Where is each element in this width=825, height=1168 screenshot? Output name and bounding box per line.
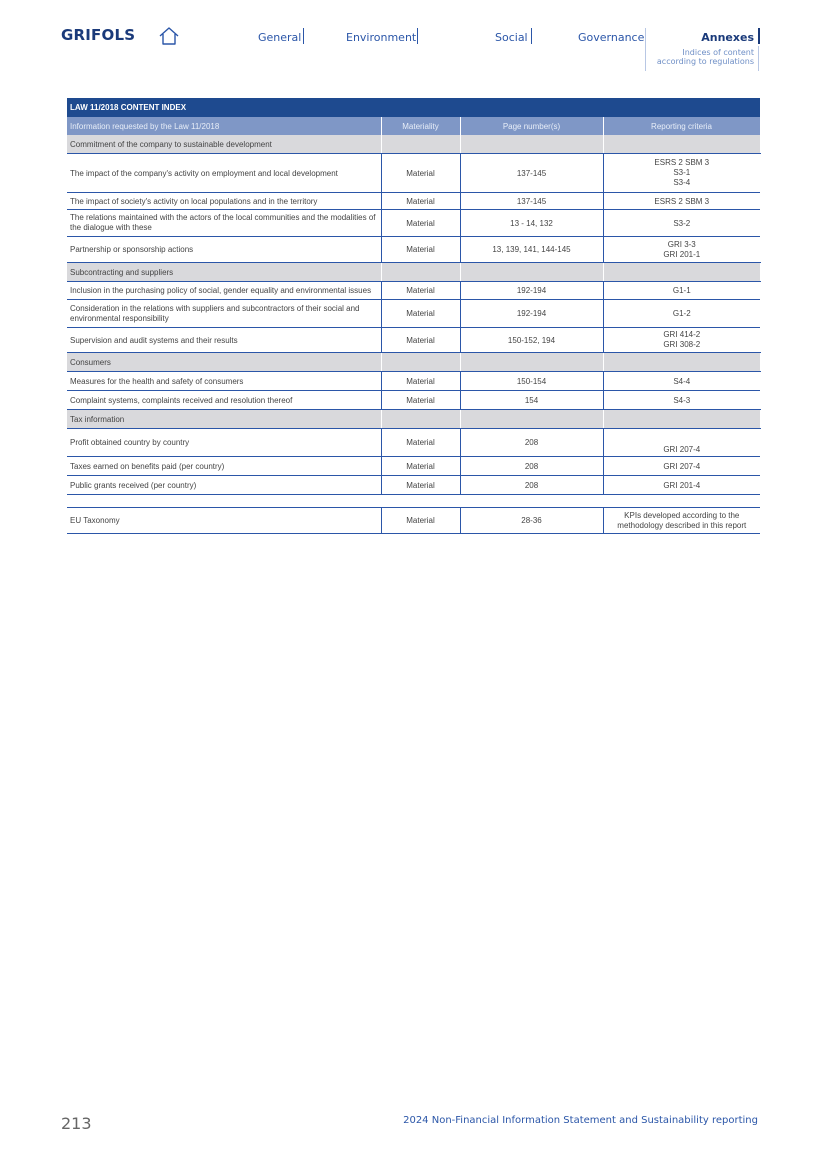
table-row [67, 391, 760, 410]
table-row [67, 282, 760, 300]
cell-materiality: Material [381, 328, 460, 353]
cell-info: Complaint systems, complaints received and resolution thereof [67, 391, 381, 410]
cell-criteria: S4-3 [603, 391, 760, 410]
cell-criteria: S3-2 [603, 210, 760, 237]
cell-info: Partnership or sponsorship actions [67, 237, 381, 263]
nav-divider [531, 28, 532, 44]
cell-info: Measures for the health and safety of consumers [67, 372, 381, 391]
nav-social[interactable]: Social [495, 31, 528, 44]
nav-divider [417, 28, 418, 44]
table-row [67, 154, 760, 193]
section-row [67, 353, 760, 372]
report-title: 2024 Non-Financial Information Statement and Sustainability reporting [403, 1115, 758, 1126]
section-row [67, 135, 760, 154]
cell-info: Supervision and audit systems and their results [67, 328, 381, 353]
cell-criteria: GRI 3-3 GRI 201-1 [603, 237, 760, 263]
cell-pages: 208 [460, 476, 603, 495]
nav-governance[interactable]: Governance [578, 31, 645, 44]
table-header-row [67, 117, 760, 135]
table-spacer [67, 495, 760, 508]
cell-info: The impact of society's activity on local populations and in the territory [67, 193, 381, 210]
cell-pages: 192-194 [460, 282, 603, 300]
cell-materiality: Material [381, 508, 460, 534]
section-label: Commitment of the company to sustainable development [67, 135, 381, 154]
table-row [67, 237, 760, 263]
col-header-info: Information requested by the Law 11/2018 [67, 117, 381, 135]
cell-pages: 192-194 [460, 300, 603, 328]
col-header-materiality: Materiality [381, 117, 460, 135]
cell-pages: 150-154 [460, 372, 603, 391]
nav-divider [645, 28, 646, 71]
nav-divider [303, 28, 304, 44]
cell-materiality: Material [381, 300, 460, 328]
table-row [67, 193, 760, 210]
nav-divider [758, 46, 759, 71]
cell-materiality: Material [381, 372, 460, 391]
cell-pages: 208 [460, 429, 603, 457]
nav-general[interactable]: General [258, 31, 302, 44]
cell-materiality: Material [381, 237, 460, 263]
cell-pages: 154 [460, 391, 603, 410]
annexes-subtitle: Indices of content according to regulations [656, 48, 754, 66]
cell-info: Profit obtained country by country [67, 429, 381, 457]
cell-materiality: Material [381, 476, 460, 495]
nav-annexes[interactable]: Annexes [701, 31, 754, 44]
section-row [67, 263, 760, 282]
table-row-eu-taxonomy [67, 508, 760, 534]
table-title: LAW 11/2018 CONTENT INDEX [67, 98, 760, 117]
content-index-table [67, 98, 761, 534]
cell-info: Taxes earned on benefits paid (per country) [67, 457, 381, 476]
cell-criteria: GRI 201-4 [603, 476, 760, 495]
cell-pages: 28-36 [460, 508, 603, 534]
table-row [67, 210, 760, 237]
cell-criteria: ESRS 2 SBM 3 S3-1 S3-4 [603, 154, 760, 193]
cell-pages: 150-152, 194 [460, 328, 603, 353]
cell-criteria: S4-4 [603, 372, 760, 391]
section-label: Tax information [67, 410, 381, 429]
cell-info: Consideration in the relations with suppliers and subcontractors of their social and environmental responsibility [67, 300, 381, 328]
cell-criteria: GRI 207-4 [603, 457, 760, 476]
grifols-logo[interactable]: GRIFOLS [61, 26, 136, 44]
cell-criteria: GRI 207-4 [603, 429, 760, 457]
col-header-pages: Page number(s) [460, 117, 603, 135]
cell-info: Inclusion in the purchasing policy of social, gender equality and environmental issues [67, 282, 381, 300]
table-row [67, 328, 760, 353]
cell-info: Public grants received (per country) [67, 476, 381, 495]
cell-info: The relations maintained with the actors of the local communities and the modalities of the dialogue with these [67, 210, 381, 237]
table-row [67, 300, 760, 328]
cell-materiality: Material [381, 391, 460, 410]
table-row [67, 457, 760, 476]
home-icon[interactable] [158, 26, 180, 46]
section-label: Subcontracting and suppliers [67, 263, 381, 282]
col-header-criteria: Reporting criteria [603, 117, 760, 135]
cell-pages: 137-145 [460, 193, 603, 210]
cell-materiality: Material [381, 429, 460, 457]
table-row [67, 429, 760, 457]
nav-environment[interactable]: Environment [346, 31, 417, 44]
table-title-row [67, 98, 760, 117]
cell-info: EU Taxonomy [67, 508, 381, 534]
section-label: Consumers [67, 353, 381, 372]
table-row [67, 476, 760, 495]
section-row [67, 410, 760, 429]
cell-criteria: GRI 414-2 GRI 308-2 [603, 328, 760, 353]
cell-materiality: Material [381, 457, 460, 476]
cell-pages: 208 [460, 457, 603, 476]
table-row [67, 372, 760, 391]
cell-criteria: KPIs developed according to the methodology described in this report [603, 508, 760, 534]
cell-criteria: G1-1 [603, 282, 760, 300]
nav-active-marker [758, 28, 760, 44]
cell-materiality: Material [381, 193, 460, 210]
cell-materiality: Material [381, 282, 460, 300]
page-number: 213 [61, 1114, 92, 1133]
cell-pages: 137-145 [460, 154, 603, 193]
cell-materiality: Material [381, 154, 460, 193]
cell-pages: 13, 139, 141, 144-145 [460, 237, 603, 263]
cell-criteria: ESRS 2 SBM 3 [603, 193, 760, 210]
cell-pages: 13 - 14, 132 [460, 210, 603, 237]
cell-criteria: G1-2 [603, 300, 760, 328]
cell-materiality: Material [381, 210, 460, 237]
cell-info: The impact of the company's activity on employment and local development [67, 154, 381, 193]
